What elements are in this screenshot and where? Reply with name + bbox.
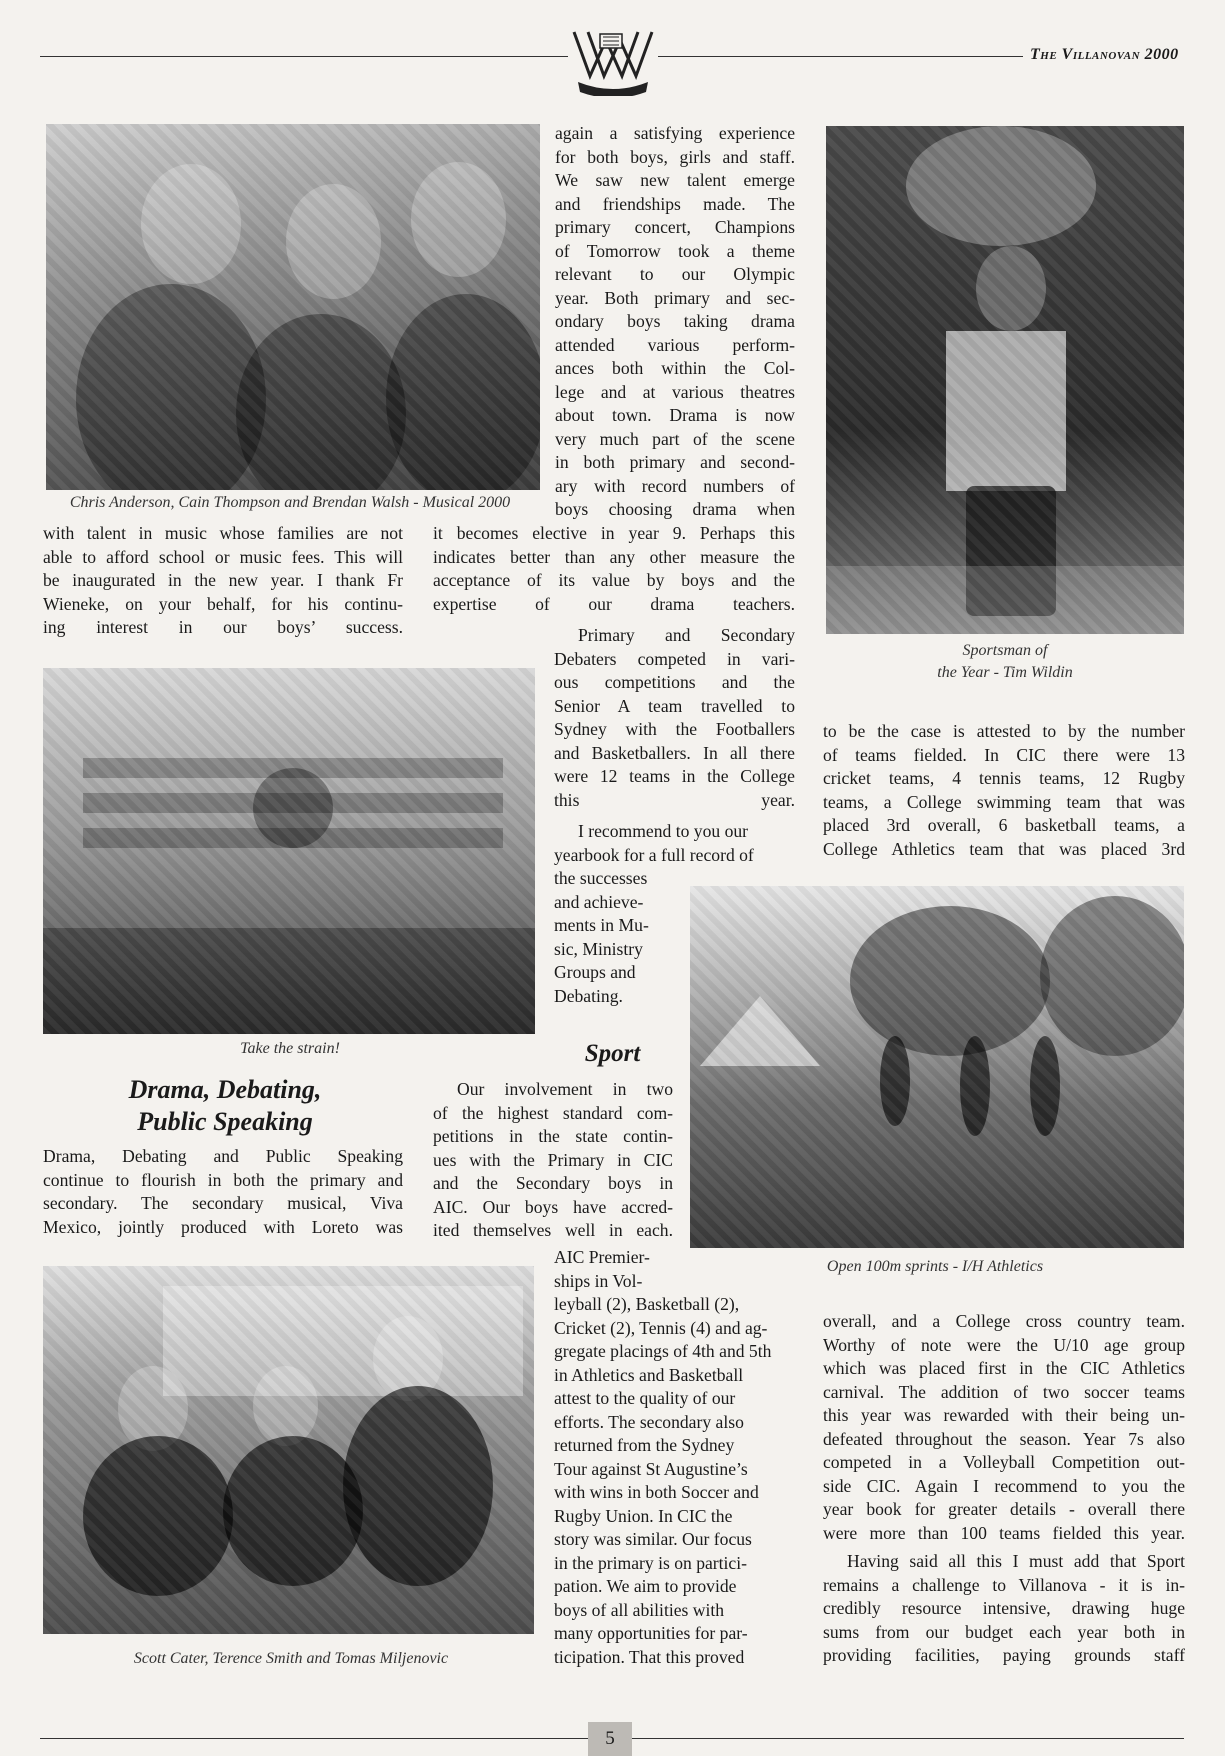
header-rule-left — [40, 56, 568, 57]
footer-rule-left — [40, 1738, 588, 1739]
debating-paragraph: Primary and Secondary Debaters competed in vari- ous competitions and the Senior A team travelled to Sydney with the Footballers and Basketballers. In all there were 12 teams in the College this year. — [554, 625, 795, 810]
photo-three-boys — [43, 1266, 534, 1634]
left-intro-text: with talent in music whose families are not able to afford school or music fees. This will be inaugurated in the new year. I thank Fr Wieneke, on your behalf, for his continu- ing interest in our boys’ success. — [43, 523, 403, 637]
right-bottom-text: overall, and a College cross country team. Worthy of note were the U/10 age group which was placed first in the CIC Athletics carnival. The addition of two soccer teams this year was rewarded with their being un- defeated throughout the season. Year 7s also competed in a Volleyball Competition out- side CIC. Again I recommend to you the year book for greater details - overall there were more than 100 teams fielded this year. — [823, 1311, 1185, 1543]
photo-musical-cast — [46, 124, 540, 490]
photo-sportsman — [826, 126, 1184, 634]
heading-drama-debating: Drama, Debating, Public Speaking — [128, 1075, 322, 1136]
footer-rule-right — [632, 1738, 1184, 1739]
publication-title: The Villanovan 2000 — [1030, 46, 1179, 63]
sport-paragraph-2: AIC Premier- ships in Vol- leyball (2), Basketball (2), Cricket (2), Tennis (4) and ag- gregate placings of 4th and 5th in Athletics and Basketball attest to the quality of our efforts. The secondary also returned from the Sydney Tour against St Augustine’s with wins in both Soccer and Rugby Union. In CIC the story was similar. Our focus in the primary is on partici- pation. We aim to provide boys of all abilities with many opportunities for par- ticipation. That this proved — [554, 1247, 772, 1667]
middle-top-text: again a satisfying experience for both boys, girls and staff. We saw new talent emerge and friendships made. The primary concert, Champions of Tomorrow took a theme relevant to our Olympic year. Both primary and sec- ondary boys taking drama attended various perform- ances both within the Col- lege and at various theatres about town. Drama is now very much part of the scene in both primary and second- ary with record numbers of boys choosing drama when — [555, 123, 795, 519]
photo-100m-sprints — [690, 886, 1184, 1248]
right-middle-text: to be the case is attested to by the number of teams fielded. In CIC there were 13 cricket teams, 4 tennis teams, 12 Rugby teams, a College swimming team that was placed 3rd overall, 6 basketball teams, a College Athletics team that was placed 3rd — [823, 721, 1185, 859]
caption-three-boys: Scott Cater, Terence Smith and Tomas Miljenovic — [133, 1650, 449, 1667]
caption-sportsman: Sportsman of the Year - Tim Wildin — [937, 642, 1073, 681]
yearbook-paragraph: I recommend to you our yearbook for a full record of the successes and achieve- ments in Mu- sic, Ministry Groups and Debating. — [554, 821, 754, 1006]
middle-wide-text: it becomes elective in year 9. Perhaps this indicates better than any other measure the acceptance of its value by boys and the expertise of our drama teachers. — [433, 523, 795, 614]
villanova-logo — [568, 22, 658, 96]
sport-paragraph-1: Our involvement in two of the highest standard com- petitions in the state contin- ues with the Primary in CIC and the Secondary boys in AIC. Our boys have accred- ited themselves well in each. — [433, 1079, 673, 1240]
caption-musical: Chris Anderson, Cain Thompson and Brendan Walsh - Musical 2000 — [69, 494, 511, 511]
right-last-text: Having said all this I must add that Sport remains a challenge to Villanova - it is in- credibly resource intensive, drawing huge sums from our budget each year both in providing facilities, paying grounds staff — [823, 1551, 1185, 1665]
caption-rugby: Take the strain! — [240, 1040, 340, 1057]
header-rule-right — [658, 56, 1023, 57]
drama-paragraph: Drama, Debating and Public Speaking continue to flourish in both the primary and secondary. The secondary musical, Viva Mexico, jointly produced with Loreto was — [43, 1146, 403, 1237]
page-number: 5 — [588, 1722, 632, 1756]
caption-sprints: Open 100m sprints - I/H Athletics — [826, 1258, 1044, 1275]
heading-sport: Sport — [584, 1040, 641, 1067]
photo-rugby-scrum — [43, 668, 535, 1034]
